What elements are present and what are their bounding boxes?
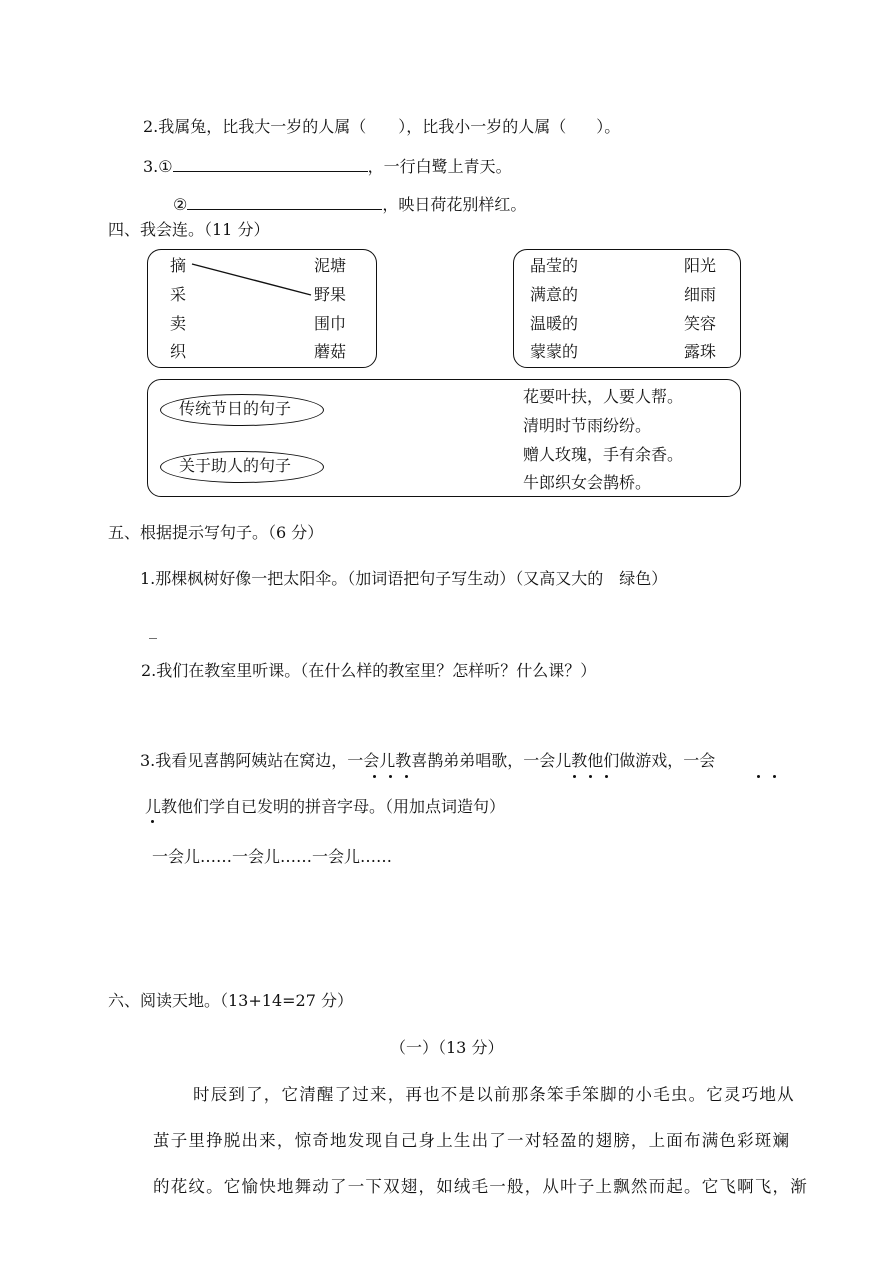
q3-number-1: 3.①: [143, 157, 173, 176]
emphasis-dot: [773, 775, 776, 778]
sentence-4[interactable]: 牛郎织女会鹊桥。: [523, 473, 652, 492]
reading-subtitle: （一）（13 分）: [390, 1038, 504, 1057]
section-6-title: 六、阅读天地。（13+14=27 分）: [108, 991, 353, 1010]
box1-left-1[interactable]: 摘: [170, 256, 187, 275]
q2-text-part1: 2.我属兔，比我大一岁的人属（: [143, 117, 367, 136]
reading-paragraph-line-2: 茧子里挣脱出来，惊奇地发现自己身上生出了一对轻盈的翅膀，上面布满色彩斑斓: [153, 1131, 791, 1150]
box1-right-2[interactable]: 野果: [314, 285, 347, 304]
q2-text-part3: ）。: [596, 117, 621, 136]
q3-number-2: ②: [173, 195, 188, 214]
reading-paragraph-line-1: 时辰到了，它清醒了过来，再也不是以前那条笨手笨脚的小毛虫。它灵巧地从: [193, 1085, 795, 1104]
answer-mark: _: [149, 620, 157, 639]
box2-left-2[interactable]: 满意的: [530, 285, 579, 304]
box1-left-3[interactable]: 卖: [170, 314, 187, 333]
box2-right-3[interactable]: 笑容: [684, 314, 717, 333]
emphasis-dot: [405, 775, 408, 778]
sentence-2[interactable]: 清明时节雨纷纷。: [523, 416, 652, 435]
reading-paragraph-line-3: 的花纹。它愉快地舞动了一下双翅，如绒毛一般，从叶子上飘然而起。它飞啊飞，渐: [153, 1177, 808, 1196]
section-5-question-3-line-1: 3.我看见喜鹊阿姨站在窝边，一会儿教喜鹊弟弟唱歌，一会儿教他们做游戏，一会: [140, 751, 716, 770]
q3-text-2: ，映日荷花别样红。: [382, 195, 527, 214]
emphasis-dot: [573, 775, 576, 778]
category-2-label: 关于助人的句子: [179, 456, 292, 475]
box2-left-3[interactable]: 温暖的: [530, 314, 579, 333]
box1-right-4[interactable]: 蘑菇: [314, 342, 347, 361]
sentence-1[interactable]: 花要叶扶，人要人帮。: [523, 387, 684, 406]
emphasis-dot: [757, 775, 760, 778]
box1-right-1[interactable]: 泥塘: [314, 256, 347, 275]
sentence-3[interactable]: 赠人玫瑰，手有余香。: [523, 445, 684, 464]
section-5-question-1: 1.那棵枫树好像一把太阳伞。（加词语把句子写生动）（又高又大的 绿色）: [140, 569, 668, 588]
sentence-pattern: 一会儿……一会儿……一会儿……: [152, 847, 393, 866]
q3-text-1: ，一行白鹭上青天。: [367, 157, 512, 176]
section-5-question-3-line-2: 儿教他们学自已发明的拼音字母。（用加点词造句）: [145, 797, 506, 816]
box2-right-1[interactable]: 阳光: [684, 256, 717, 275]
category-1-label: 传统节日的句子: [179, 399, 292, 418]
section-4-title: 四、我会连。（11 分）: [108, 220, 270, 239]
box2-left-4[interactable]: 蒙蒙的: [530, 342, 579, 361]
box2-right-2[interactable]: 细雨: [684, 285, 717, 304]
box1-left-2[interactable]: 采: [170, 285, 187, 304]
box1-right-3[interactable]: 围巾: [314, 314, 347, 333]
box1-left-4[interactable]: 织: [170, 342, 187, 361]
section-5-title: 五、根据提示写句子。（6 分）: [108, 523, 324, 542]
box2-left-1[interactable]: 晶莹的: [530, 256, 579, 275]
emphasis-dot: [151, 820, 154, 823]
emphasis-dot: [605, 775, 608, 778]
example-connection-line: [0, 0, 892, 400]
emphasis-dot: [389, 775, 392, 778]
box2-right-4[interactable]: 露珠: [684, 342, 717, 361]
emphasis-dot: [589, 775, 592, 778]
emphasis-dot: [373, 775, 376, 778]
q2-text-part2: ），比我小一岁的人属（: [398, 117, 567, 136]
section-5-question-2: 2.我们在教室里听课。（在什么样的教室里？怎样听？什么课？）: [141, 661, 597, 680]
